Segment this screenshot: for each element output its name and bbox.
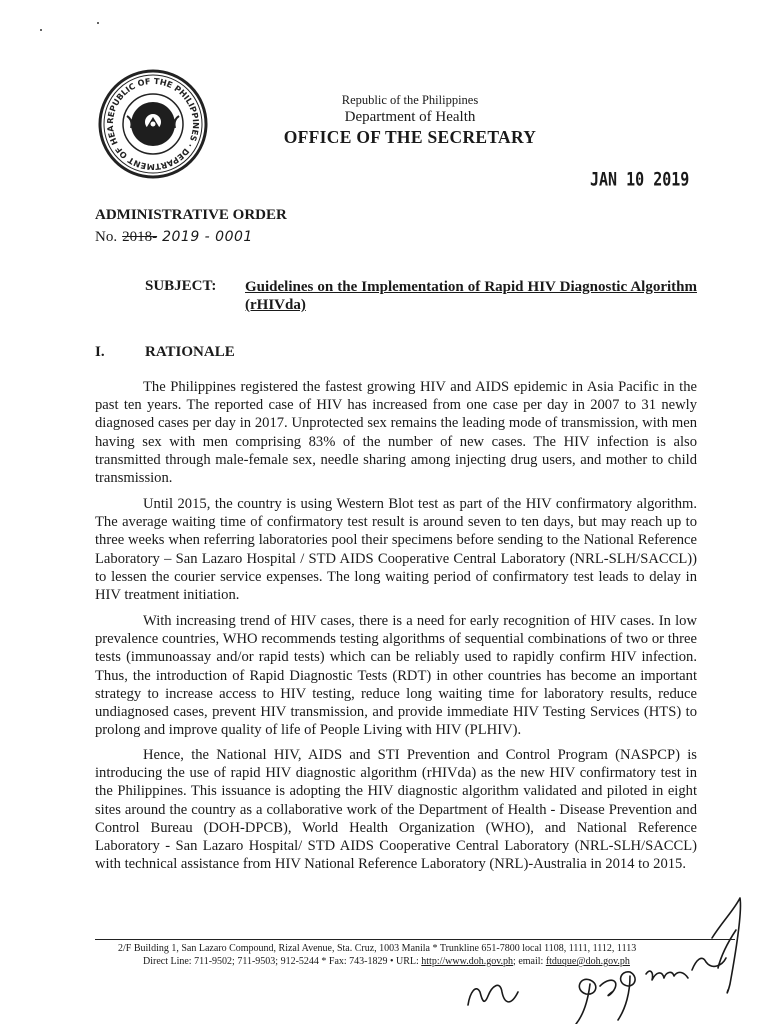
- paragraph: Hence, the National HIV, AIDS and STI Prevention and Control Program (NASPCP) is introducing the use of rapid HIV diagnostic algorithm (rHIVda) as the new HIV confirmatory test in the Philippines. This issuance is adopting the HIV diagnostic algorithm validated and piloted in eight sites around the country as a collaborative work of the Department of Health - Disease Prevention and Control Bureau (DOH-DPCB), World Health Organization (WHO), and National Reference Laboratory - San Lazaro Hospital/ STD AIDS Cooperative Central Laboratory (NRL-SLH/SACCL) with technical assistance from HIV National Reference Laboratory (NRL)-Australia in 2014 to 2015.: [95, 747, 697, 873]
- subject-label: SUBJECT:: [145, 278, 217, 294]
- subject-text: Guidelines on the Implementation of Rapid HIV Diagnostic Algorithm (rHIVda): [245, 279, 697, 313]
- scan-speck: [97, 22, 99, 24]
- footer-address: 2/F Building 1, San Lazaro Compound, Rizal Avenue, Sta. Cruz, 1003 Manila * Trunkline 651-7800 local 1108, 1111, 1112, 1113: [118, 943, 637, 954]
- letterhead: [230, 93, 590, 148]
- footer-phone: Direct Line: 711-9502; 711-9503; 912-5244 * Fax: 743-1829 • URL:: [143, 956, 422, 967]
- handwritten-initials: [440, 880, 768, 1024]
- order-number: [95, 229, 253, 246]
- date-stamp: JAN 10 2019: [590, 168, 690, 191]
- scan-speck: [40, 29, 42, 31]
- footer-url-link[interactable]: http://www.doh.gov.ph: [421, 956, 514, 967]
- paragraph: Until 2015, the country is using Western Blot test as part of the HIV confirmatory algorithm. The average waiting time of confirmatory test result is around seven to ten days, but may reach up to three weeks when referring laboratories pool their specimens before sending to the National Reference Laboratory – San Lazaro Hospital / STD AIDS Cooperative Central Laboratory (NRL-SLH/SACCL)) to lessen the courier service expenses. The long waiting period of confirmatory test leads to delay in HIV treatment initiation.: [95, 496, 697, 604]
- svg-text:REPUBLIC OF THE PHILIPPINES ·: REPUBLIC OF THE PHILIPPINES · DEPARTMENT OF HEA: [104, 75, 202, 173]
- section-title: RATIONALE: [145, 344, 235, 360]
- paragraph: The Philippines registered the fastest growing HIV and AIDS epidemic in Asia Pacific in the past ten years. The reported case of HIV has increased from one case per day in 2007 to 31 newly diagnosed cases per day in 2017. Unprotected sex remains the leading mode of transmission, with men having sex with men comprising 83% of the number of new cases. The HIV infection is also transmitted through male-female sex, needle sharing among injecting drug users, and mother to child transmission.: [95, 379, 697, 487]
- letterhead-department: Department of Health: [344, 109, 476, 125]
- footer-email-label: ; email:: [513, 956, 546, 967]
- paragraph: With increasing trend of HIV cases, there is a need for early recognition of HIV cases. In low prevalence countries, WHO recommends testing algorithms of sequential combinations of two or three tests (immunoassay and/or rapid tests) which can be reliably used to rapidly confirm HIV infection. Thus, the introduction of Rapid Diagnostic Tests (RDT) in other countries has become an important strategy to increase access to HIV testing, reduce long waiting time for laboratory results, reduce undiagnosed cases, prevent HIV transmission, and provide immediate HIV Testing Services (HTS) to prolong and improve quality of life of People Living with HIV (PLHIV).: [95, 613, 697, 739]
- order-number-struck: 2018-: [122, 229, 158, 245]
- letterhead-republic: Republic of the Philippines: [341, 93, 479, 107]
- doh-seal-icon: [97, 68, 209, 180]
- section-number: I.: [95, 344, 105, 360]
- order-number-handwritten: 2019 - 0001: [162, 229, 253, 245]
- letterhead-office: OFFICE OF THE SECRETARY: [283, 127, 537, 147]
- order-number-label: No.: [95, 229, 118, 245]
- footer-email-link[interactable]: ftduque@doh.gov.ph: [545, 956, 630, 967]
- order-title: ADMINISTRATIVE ORDER: [95, 207, 287, 223]
